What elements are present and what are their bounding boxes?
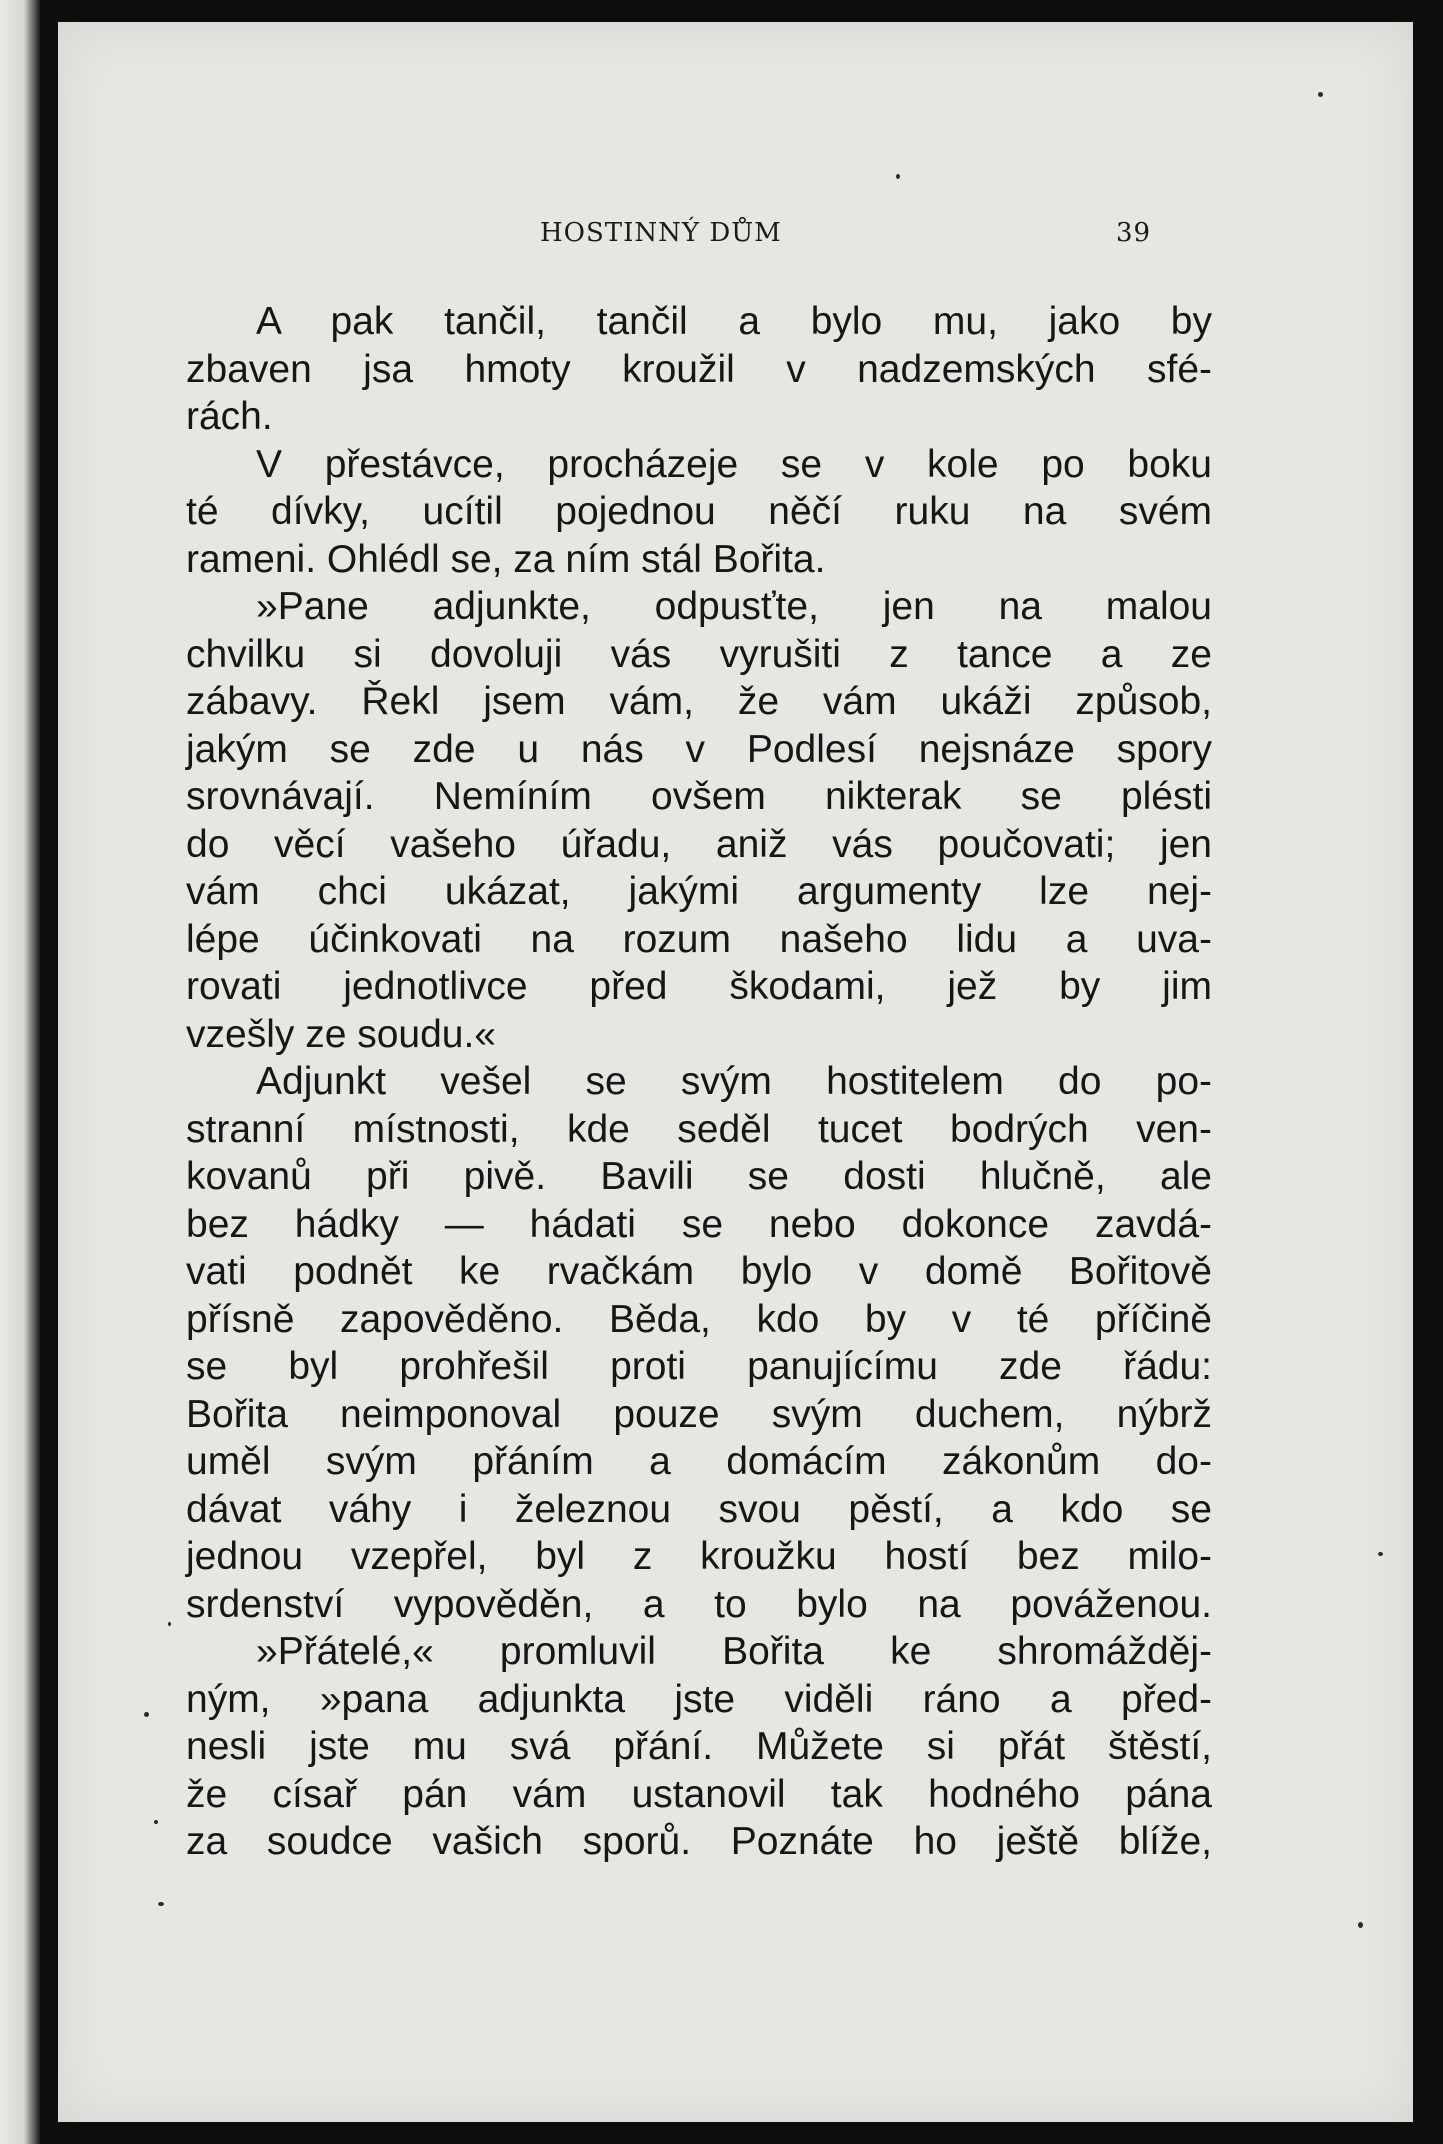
scan-speck <box>1378 1552 1383 1556</box>
text-line: že císař pán vám ustanovil tak hodného pána <box>186 1772 1212 1816</box>
text-line: vzešly ze soudu.« <box>186 1012 497 1056</box>
text-line: bez hádky — hádati se nebo dokonce zavdá- <box>186 1202 1212 1246</box>
text-line: rameni. Ohlédl se, za ním stál Bořita. <box>186 537 826 581</box>
text-line: nesli jste mu svá přání. Můžete si přát štěstí, <box>186 1725 1212 1768</box>
text-line: zbaven jsa hmoty kroužil v nadzemských sfé- <box>186 347 1212 391</box>
scan-speck <box>158 1902 164 1906</box>
text-line: kovanů při pivě. Bavili se dosti hlučně, ale <box>186 1155 1212 1198</box>
text-line: ným, »pana adjunkta jste viděli ráno a před- <box>186 1677 1212 1721</box>
text-line: za soudce vašich sporů. Poznáte ho ještě blíže, <box>186 1820 1212 1863</box>
running-head: HOSTINNÝ DŮM <box>540 218 782 248</box>
text-line: »Přátelé,« promluvil Bořita ke shromážděj- <box>256 1630 1212 1673</box>
text-line: srdenství vypověděn, a to bylo na pováženou. <box>186 1582 1212 1626</box>
text-line: stranní místnosti, kde seděl tucet bodrých ven- <box>186 1107 1212 1151</box>
text-line: Bořita neimponoval pouze svým duchem, nýbrž <box>186 1392 1212 1436</box>
page-number: 39 <box>1116 218 1152 248</box>
text-line: chvilku si dovoluji vás vyrušiti z tance a ze <box>186 632 1212 676</box>
text-line: vati podnět ke rvačkám bylo v domě Bořitově <box>186 1250 1212 1293</box>
text-line: do věcí vašeho úřadu, aniž vás poučovati; jen <box>186 822 1212 866</box>
text-line: rách. <box>186 395 273 438</box>
page-sheet <box>58 22 1413 2122</box>
text-line: »Pane adjunkte, odpusťte, jen na malou <box>256 585 1212 628</box>
text-line: přísně zapověděno. Běda, kdo by v té příčině <box>186 1297 1212 1341</box>
text-line: uměl svým přáním a domácím zákonům do- <box>186 1440 1212 1483</box>
text-line: té dívky, ucítil pojednou něčí ruku na svém <box>186 490 1212 533</box>
adjacent-page-edge <box>0 0 40 2144</box>
text-line: Adjunkt vešel se svým hostitelem do po- <box>256 1060 1212 1103</box>
scan-speck <box>1358 1922 1363 1928</box>
scan-speck <box>896 174 900 179</box>
text-line: rovati jednotlivce před škodami, jež by jim <box>186 965 1212 1008</box>
text-line: se byl prohřešil proti panujícímu zde řádu: <box>186 1345 1212 1388</box>
body-text <box>186 298 1212 1866</box>
scan-speck <box>1318 92 1323 97</box>
text-line: A pak tančil, tančil a bylo mu, jako by <box>256 300 1212 343</box>
text-line: V přestávce, procházeje se v kole po boku <box>256 442 1212 486</box>
scan-speck <box>144 1712 149 1717</box>
text-line: srovnávají. Nemíním ovšem nikterak se plésti <box>186 775 1212 818</box>
text-line: jakým se zde u nás v Podlesí nejsnáze spory <box>186 727 1212 771</box>
text-line: zábavy. Řekl jsem vám, že vám ukáži způsob, <box>186 680 1212 723</box>
text-line: dávat váhy i železnou svou pěstí, a kdo se <box>186 1487 1212 1531</box>
scan-speck <box>154 1820 158 1824</box>
text-line: vám chci ukázat, jakými argumenty lze nej- <box>186 870 1212 913</box>
page-header <box>58 218 1413 258</box>
scan-speck <box>168 1622 171 1626</box>
text-line: jednou vzepřel, byl z kroužku hostí bez milo- <box>186 1535 1212 1578</box>
text-line: lépe účinkovati na rozum našeho lidu a uva- <box>186 917 1212 961</box>
